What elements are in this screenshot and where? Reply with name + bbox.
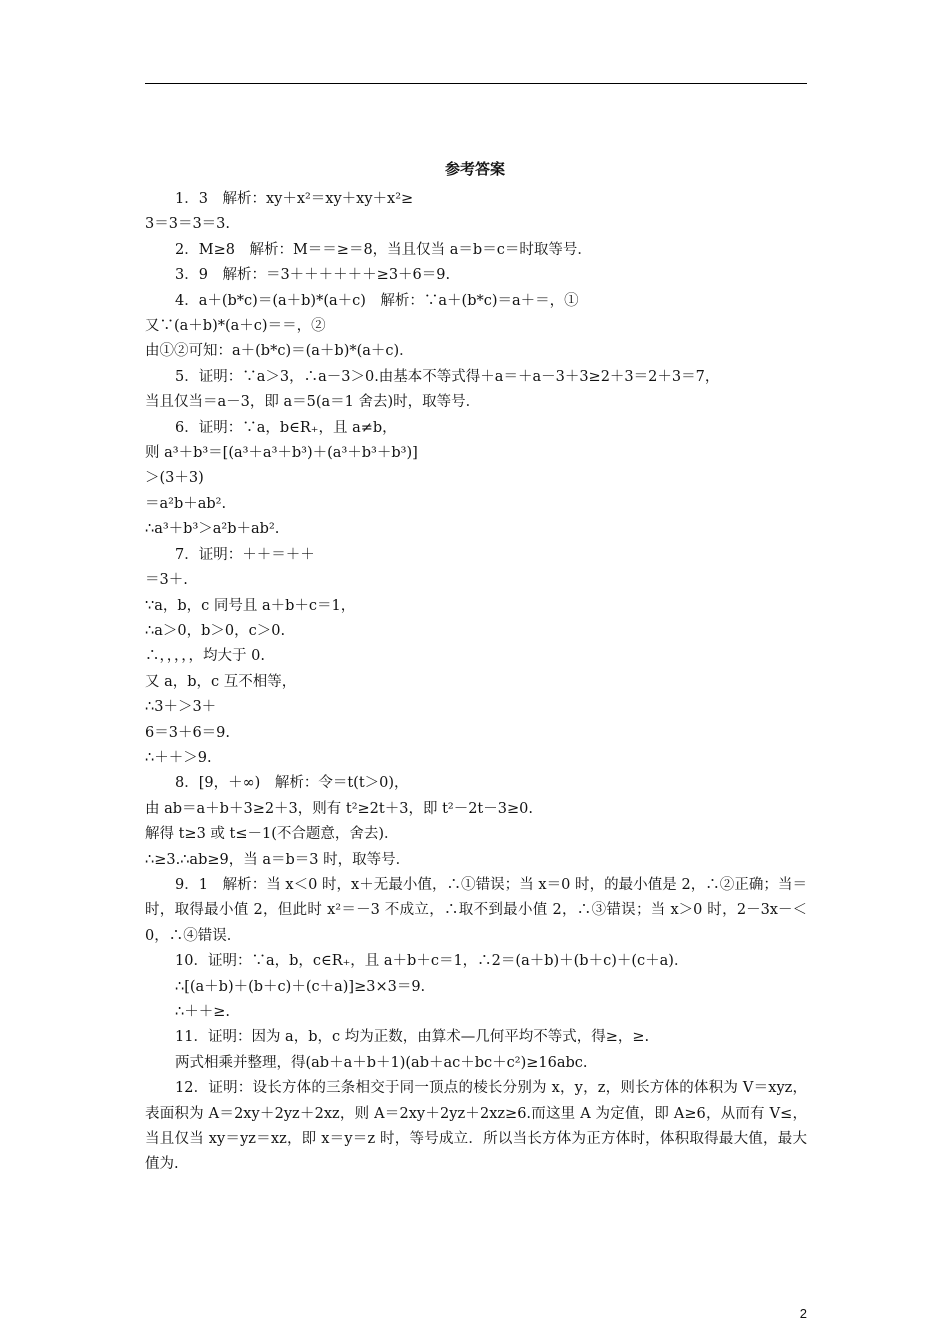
answer-line: 又∵(a＋b)*(a＋c)＝＝，② (145, 318, 326, 335)
answer-line: ∴＋＋≥. (175, 1004, 230, 1020)
answer-line: 3＝3＝3＝3. (145, 216, 231, 233)
answer-line: ∴，，，，，均大于 0. (145, 648, 265, 665)
answer-line: 两式相乘并整理，得(ab＋a＋b＋1)(ab＋ac＋bc＋c²)≥16abc. (175, 1054, 588, 1071)
answer-line: 由①②可知：a＋(b*c)＝(a＋b)*(a＋c)． (145, 343, 414, 360)
answer-line: 4．a＋(b*c)＝(a＋b)*(a＋c) 解析：∵a＋(b*c)＝a＋＝，① (175, 292, 579, 309)
answer-line: ∴a＞0，b＞0，c＞0. (145, 622, 286, 639)
answer-line: 7．证明：＋＋＝＋＋ (175, 546, 315, 563)
answer-line: 10．证明：∵a，b，c∈R₊，且 a＋b＋c＝1，∴2＝(a＋b)＋(b＋c)＋(c＋a)． (175, 953, 689, 970)
answer-line: ∵a，b，c 同号且 a＋b＋c＝1， (145, 597, 356, 614)
answer-line: 9．1 解析：当 x＜0 时，x＋无最小值，∴①错误；当 x＝0 时，的最小值是 2，∴②正确；当＝时，取得最小值 2，但此时 x²＝－3 不成立，∴取不到最小值 2，∴③错误；当 x＞0 时，2－3x－＜0，∴④错误． (145, 876, 807, 944)
answer-line: 解得 t≥3 或 t≤－1(不合题意，舍去)． (145, 826, 399, 843)
answer-line: 2．M≥8 解析：M＝＝≥＝8，当且仅当 a＝b＝c＝时取等号． (175, 241, 592, 258)
header-rule (145, 83, 807, 84)
answer-line: ＝3＋. (145, 572, 188, 589)
answer-line: 5．证明：∵a＞3，∴a－3＞0.由基本不等式得＋a＝＋a－3＋3≥2＋3＝2＋3＝7， (175, 368, 720, 385)
answer-line: 1．3 解析：xy＋x²＝xy＋xy＋x²≥ (175, 191, 414, 207)
answer-line: 又 a，b，c 互不相等， (145, 673, 297, 690)
answer-line: ∴3＋＞3＋ (145, 699, 217, 716)
answer-line: 3．9 解析：＝3＋＋＋＋＋＋≥3＋6＝9. (175, 267, 451, 284)
answer-content (145, 187, 807, 1178)
answer-line: ∴＋＋＞9. (145, 749, 212, 766)
answer-line: ∴a³＋b³＞a²b＋ab². (145, 521, 280, 538)
page-number: 2 (799, 1306, 807, 1321)
answer-line: ∴≥3.∴ab≥9，当 a＝b＝3 时，取等号． (145, 851, 411, 868)
answer-line: 由 ab＝a＋b＋3≥2＋3，则有 t²≥2t＋3，即 t²－2t－3≥0. (145, 800, 533, 817)
answer-line: 8．[9，＋∞) 解析：令＝t(t＞0)， (175, 775, 409, 792)
answer-line: 12．证明：设长方体的三条相交于同一顶点的棱长分别为 x，y，z，则长方体的体积为 V＝xyz，表面积为 A＝2xy＋2yz＋2xz，则 A＝2xy＋2yz＋2xz≥6.而这里 A 为定值，即 A≥6，从而有 V≤，当且仅当 xy＝yz＝xz，即 x＝y＝z 时，等号成立．所以当长方体为正方体时，体积取得最大值，最大值为. (145, 1080, 807, 1173)
answer-line: 则 a³＋b³＝[(a³＋a³＋b³)＋(a³＋b³＋b³)] (145, 445, 418, 462)
answer-line: ∴[(a＋b)＋(b＋c)＋(c＋a)]≥3×3＝9. (175, 978, 426, 995)
answer-line: 6．证明：∵a，b∈R₊，且 a≠b， (175, 419, 397, 436)
answer-line: ＞(3＋3) (145, 470, 204, 487)
answer-line: 6＝3＋6＝9. (145, 724, 231, 741)
answer-line: 11．证明：因为 a，b，c 均为正数，由算术—几何平均不等式，得≥，≥. (175, 1029, 650, 1046)
answer-line: ＝a²b＋ab². (145, 495, 227, 512)
page-title: 参考答案 (444, 160, 505, 178)
answer-line: 当且仅当＝a－3，即 a＝5(a＝1 舍去)时，取等号． (145, 394, 481, 411)
